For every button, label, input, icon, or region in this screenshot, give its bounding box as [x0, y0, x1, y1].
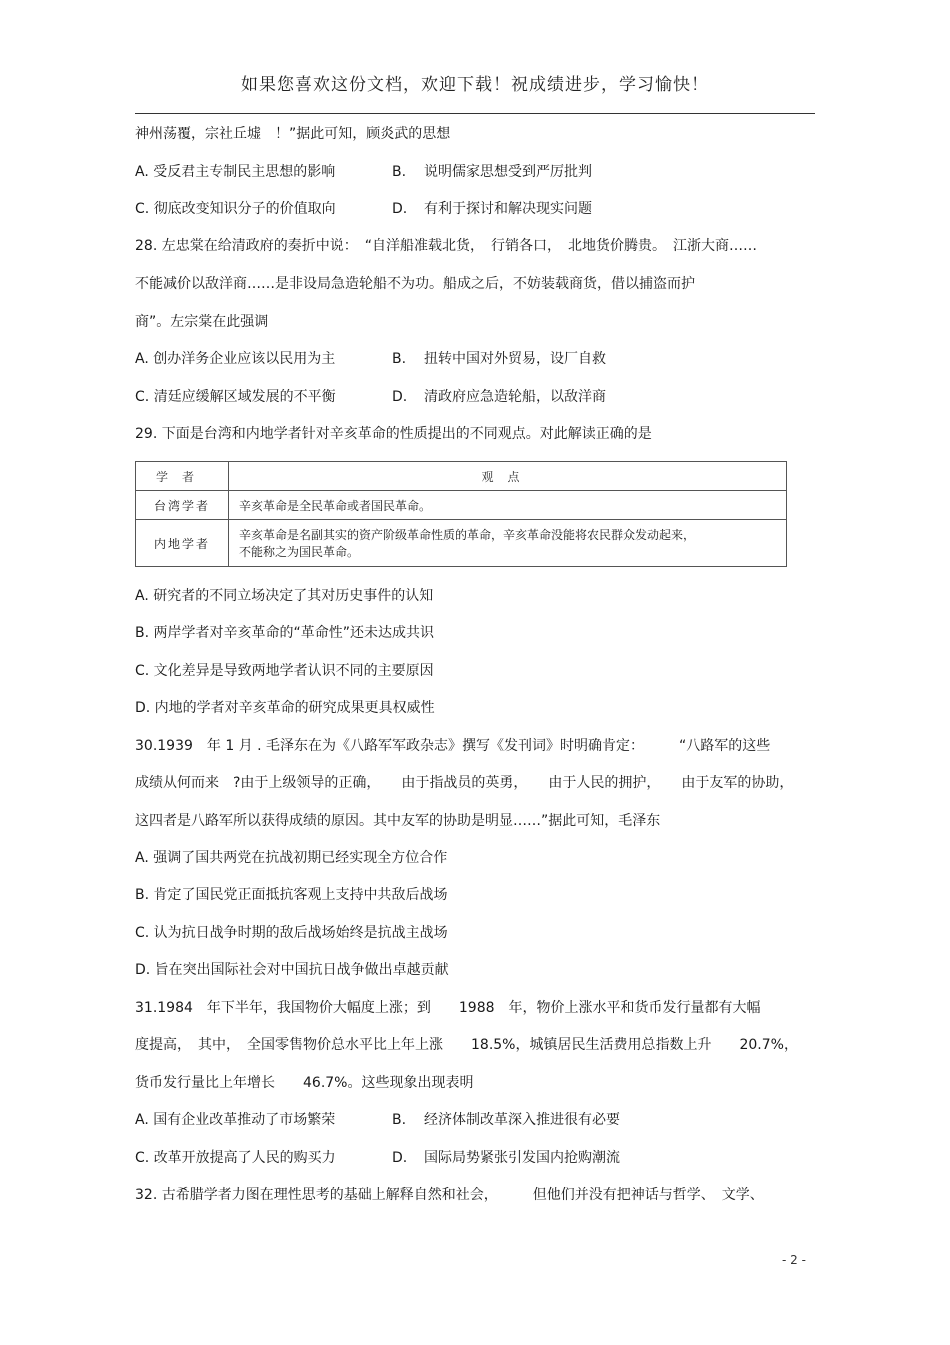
page-header: 如果您喜欢这份文档，欢迎下载！祝成绩进步，学习愉快！ — [241, 75, 709, 95]
option-text: 清廷应缓解区域发展的不平衡 — [153, 389, 336, 405]
q29-stem: 29. 下面是台湾和内地学者针对辛亥革命的性质提出的不同观点。对此解读正确的是 — [135, 426, 652, 442]
q31-option-d — [392, 1149, 620, 1167]
table-cell-view-line: 辛亥革命是名副其实的资产阶级革命性质的革命，辛亥革命没能将农民群众发动起来， — [239, 528, 696, 542]
q30-option-c: C. 认为抗日战争时期的敌后战场始终是抗战主战场 — [135, 925, 448, 941]
table-cell-scholar: 台湾学者 — [136, 491, 229, 520]
q29-option-b: B. 两岸学者对辛亥革命的“革命性”还未达成共识 — [135, 625, 435, 641]
q30-stem-line-1: 30.1939 年 1 月 . 毛泽东在为《八路军军政杂志》撰写《发刊词》时明确肯定： “八路军的这些 — [135, 738, 771, 754]
q27-option-b — [392, 163, 592, 181]
q27-option-c — [135, 200, 336, 218]
q27-option-a — [135, 163, 335, 181]
option-letter: C. — [135, 1150, 150, 1166]
table-row — [136, 520, 787, 567]
option-letter: B. — [392, 351, 407, 367]
option-letter: A. — [135, 1112, 149, 1128]
q31-option-c — [135, 1149, 336, 1167]
option-letter: A. — [135, 164, 149, 180]
q30-option-d: D. 旨在突出国际社会对中国抗日战争做出卓越贡献 — [135, 962, 449, 978]
table-header-view: 观点 — [229, 462, 787, 491]
q31-option-b — [392, 1111, 620, 1129]
option-text: 扭转中国对外贸易，设厂自救 — [424, 351, 606, 367]
table-row — [136, 491, 787, 520]
q28-stem-line-3: 商”。左宗棠在此强调 — [135, 314, 269, 330]
header-divider — [135, 113, 815, 114]
q30-option-a: A. 强调了国共两党在抗战初期已经实现全方位合作 — [135, 850, 448, 866]
q30-stem-line-2: 成绩从何而来 ?由于上级领导的正确， 由于指战员的英勇， 由于人民的拥护， 由于友军的协助， — [135, 775, 794, 791]
q28-stem-line-1: 28. 左忠棠在给清政府的奏折中说： “自洋船准载北货， 行销各口， 北地货价腾贵。 江浙大商…… — [135, 238, 757, 254]
table-header-scholar: 学者 — [136, 462, 229, 491]
q31-stem-line-3: 货币发行量比上年增长 46.7%。这些现象出现表明 — [135, 1075, 474, 1091]
option-text: 受反君主专制民主思想的影响 — [153, 164, 336, 180]
option-letter: B. — [392, 164, 407, 180]
option-text: 改革开放提高了人民的购买力 — [153, 1150, 336, 1166]
option-letter: D. — [392, 389, 408, 405]
q27-stem-tail: 神州荡覆，宗社丘墟 ！”据此可知，顾炎武的思想 — [135, 126, 451, 142]
option-letter: C. — [135, 389, 150, 405]
q29-option-c: C. 文化差异是导致两地学者认识不同的主要原因 — [135, 663, 434, 679]
table-cell-view: 辛亥革命是全民革命或者国民革命。 — [229, 491, 787, 520]
q27-option-d — [392, 200, 592, 218]
option-text: 国际局势紧张引发国内抢购潮流 — [424, 1150, 620, 1166]
q28-stem-line-2: 不能减价以敌洋商……是非设局急造轮船不为功。船成之后，不妨装载商货，借以捕盗而护 — [135, 276, 695, 292]
option-letter: D. — [392, 1150, 408, 1166]
option-text: 说明儒家思想受到严厉批判 — [424, 164, 592, 180]
q29-option-d: D. 内地的学者对辛亥革命的研究成果更具权威性 — [135, 700, 435, 716]
table-header-row — [136, 462, 787, 491]
option-letter: D. — [392, 201, 408, 217]
q31-option-a — [135, 1111, 335, 1129]
option-letter: A. — [135, 351, 149, 367]
option-text: 清政府应急造轮船，以敌洋商 — [424, 389, 606, 405]
q28-option-c — [135, 388, 336, 406]
q31-stem-line-2: 度提高， 其中， 全国零售物价总水平比上年上涨 18.5%，城镇居民生活费用总指数上升 20.7%， — [135, 1037, 798, 1053]
option-text: 国有企业改革推动了市场繁荣 — [153, 1112, 336, 1128]
table-cell-view — [229, 520, 787, 567]
q29-viewpoints-table — [135, 461, 787, 567]
q28-option-b — [392, 350, 606, 368]
q30-option-b: B. 肯定了国民党正面抵抗客观上支持中共敌后战场 — [135, 887, 448, 903]
q28-option-a — [135, 350, 335, 368]
table-cell-view-line: 不能称之为国民革命。 — [239, 545, 360, 559]
option-text: 彻底改变知识分子的价值取向 — [153, 201, 336, 217]
option-letter: C. — [135, 201, 150, 217]
q32-stem-line-1: 32. 古希腊学者力图在理性思考的基础上解释自然和社会， 但他们并没有把神话与哲学、 文学、 — [135, 1187, 764, 1203]
q30-stem-line-3: 这四者是八路军所以获得成绩的原因。其中友军的协助是明显……”据此可知，毛泽东 — [135, 813, 661, 829]
q28-option-d — [392, 388, 606, 406]
option-letter: B. — [392, 1112, 407, 1128]
option-text: 有利于探讨和解决现实问题 — [424, 201, 592, 217]
q29-option-a: A. 研究者的不同立场决定了其对历史事件的认知 — [135, 588, 434, 604]
q31-stem-line-1: 31.1984 年下半年，我国物价大幅度上涨；到 1988 年，物价上涨水平和货币发行量都有大幅 — [135, 1000, 761, 1016]
page-number: - 2 - — [782, 1253, 806, 1267]
option-text: 经济体制改革深入推进很有必要 — [424, 1112, 620, 1128]
option-text: 创办洋务企业应该以民用为主 — [153, 351, 336, 367]
table-cell-scholar: 内地学者 — [136, 520, 229, 567]
